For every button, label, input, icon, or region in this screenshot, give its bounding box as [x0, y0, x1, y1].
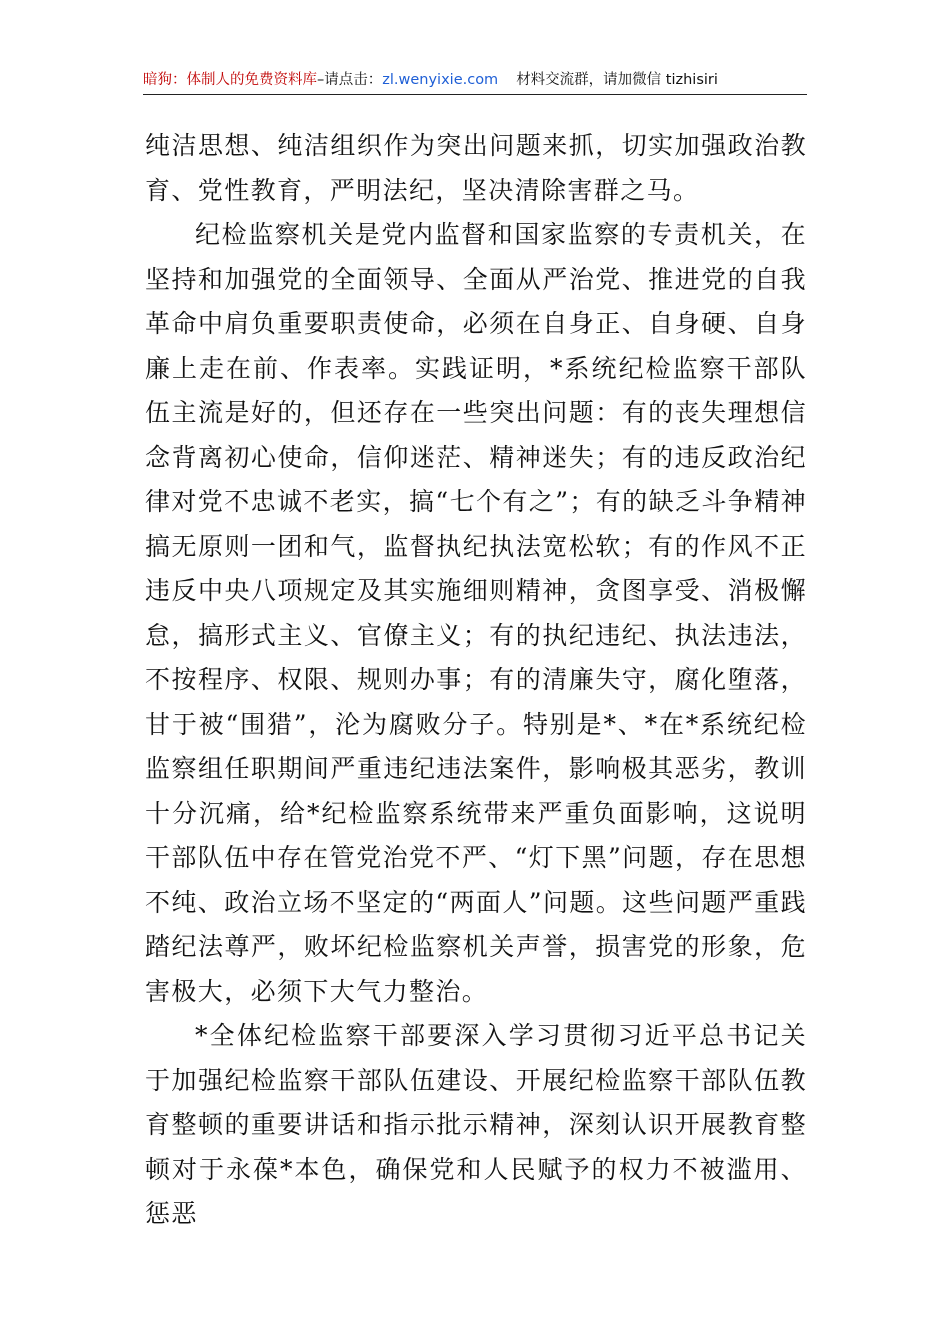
paragraph-3: *全体纪检监察干部要深入学习贯彻习近平总书记关于加强纪检监察干部队伍建设、开展纪检监察干部队伍教育整顿的重要讲话和指示批示精神，深刻认识开展教育整顿对于永葆*本色，确保党和人民赋予的权力不被滥用、惩恶 [145, 1021, 807, 1228]
paragraph-2: 纪检监察机关是党内监督和国家监察的专责机关，在坚持和加强党的全面领导、全面从严治党、推进党的自我革命中肩负重要职责使命，必须在自身正、自身硬、自身廉上走在前、作表率。实践证明，*系统纪检监察干部队伍主流是好的，但还存在一些突出问题：有的丧失理想信念背离初心使命，信仰迷茫、精神迷失；有的违反政治纪律对党不忠诚不老实，搞“七个有之”；有的缺乏斗争精神搞无原则一团和气，监督执纪执法宽松软；有的作风不正违反中央八项规定及其实施细则精神，贪图享受、消极懈怠，搞形式主义、官僚主义；有的执纪违纪、执法违法，不按程序、权限、规则办事；有的清廉失守，腐化堕落，甘于被“围猎”，沦为腐败分子。特别是*、*在*系统纪检监察组任职期间严重违纪违法案件，影响极其恶劣，教训十分沉痛，给*纪检监察系统带来严重负面影响，这说明干部队伍中存在管党治党不严、“灯下黑”问题，存在思想不纯、政治立场不坚定的“两面人”问题。这些问题严重践踏纪法尊严，败坏纪检监察机关声誉，损害党的形象，危害极大，必须下大气力整治。 [145, 220, 807, 1006]
header-prompt: –请点击： [317, 72, 383, 88]
document-body [145, 124, 807, 1237]
header-brand: 暗狗：体制人的免费资料库 [143, 72, 317, 88]
page-header [143, 68, 807, 95]
paragraph-1: 纯洁思想、纯洁组织作为突出问题来抓，切实加强政治教育、党性教育，严明法纪，坚决清除害群之马。 [145, 131, 807, 205]
header-url-link[interactable]: zl.wenyixie.com [382, 72, 499, 88]
header-wechat-note: 材料交流群，请加微信 tizhisiri [516, 72, 718, 88]
